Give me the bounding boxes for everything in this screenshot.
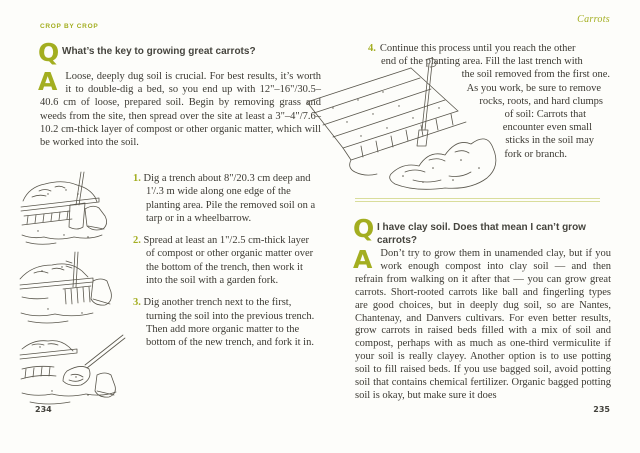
page-number-right: 235 (593, 405, 610, 414)
running-head-left (40, 15, 98, 33)
page-number-left: 234 (35, 405, 52, 414)
step-1-text: Dig a trench about 8"/20.3 cm deep and 1'/.3 m wide along one edge of the planting area. Pile the removed soil on a tarp or in a wheelbarrow. (143, 173, 316, 224)
answer-text-2: Don’t try to grow them in unamended clay, but if you work enough compost into clay soil — and then refrain from walking on it after that — you can grow great carrots. Short-rooted carrots like ball and fingerling types are good choices, but in deeply dug soil, so are Nantes, Chantenay, and Danvers cultivars. For even better results, grow carrots in raised beds filled with a mix of soil and compost, perhaps with as much as one-third vermiculite if your soil is really clayey. Another option is to use potting soil to fill raised beds. If you use bagged soil, avoid potting soil that contains chemical fertilizer. Organic bagged potting soil is okay, but make sure it does (355, 248, 611, 401)
question-text-1: What’s the key to growing great carrots? (62, 46, 256, 57)
step-3-text: Dig another trench next to the first, turning the soil into the previous trench. Then add more organic matter to the bottom of the new trench, and fork it in. (143, 297, 315, 349)
illustration-bed-trench-fork-icon (303, 56, 505, 196)
running-head-right: Carrots (577, 14, 610, 25)
step-4-number: 4. (368, 43, 376, 54)
step-4-text: Continue this process until you reach the other (379, 43, 576, 54)
steps-list (133, 172, 319, 359)
answer-text-1: Loose, deeply dug soil is crucial. For best results, it’s worth it to double-dig a bed, so you end up with 12"–16"/30.5–40.6 cm of loose, prepared soil. Begin by removing grass and weeds from the site, then spread over the site at least a 3"–4"/7.6–10.2 cm-thick layer of compost or other organic matter, which will be worked into the soil. (40, 71, 321, 149)
step-4-line (368, 42, 610, 55)
step-1 (133, 172, 319, 225)
step-1-number: 1. (133, 173, 141, 184)
step-3-number: 3. (133, 297, 141, 309)
answer-paragraph-2 (353, 245, 611, 403)
question-block-1 (38, 38, 320, 67)
step-4-line: fork or branch. (504, 148, 567, 160)
answer-paragraph-1 (38, 67, 321, 149)
step-2 (133, 234, 319, 287)
running-head-left-label: CROP BY CROP (40, 23, 99, 30)
step-4-line: rocks, roots, and hard clumps (479, 95, 603, 107)
step-4-line: the soil removed from the first one. (461, 69, 610, 81)
illustration-turning-soil-spade-icon (18, 331, 132, 408)
step-illustrations (18, 171, 132, 408)
step-4-line: As you work, be sure to remove (466, 82, 601, 94)
illustration-garden-fork-icon (18, 251, 132, 328)
section-divider (355, 198, 600, 202)
step-4-line: of soil: Carrots that (504, 109, 586, 121)
step-2-number: 2. (133, 235, 141, 247)
step-4-line: encounter even small (502, 122, 592, 134)
q-marker-2: Q (353, 214, 375, 243)
q-marker-1: Q (38, 38, 60, 67)
question-block-2 (353, 214, 610, 247)
a-marker-1: A (38, 67, 58, 96)
illustration-digging-trench-spade-icon (18, 171, 132, 248)
step-4-line: end of the planting area. Fill the last trench with (381, 56, 583, 68)
a-marker-2: A (353, 245, 373, 274)
question-text-2: I have clay soil. Does that mean I can’t grow carrots? (377, 222, 586, 246)
step-4-line: sticks in the soil may (505, 135, 594, 147)
step-2-text: Spread at least an 1"/2.5 cm-thick layer of compost or other organic matter over the bottom of the trench, then work it into the soil with a garden fork. (143, 235, 314, 287)
step-3 (133, 296, 319, 349)
